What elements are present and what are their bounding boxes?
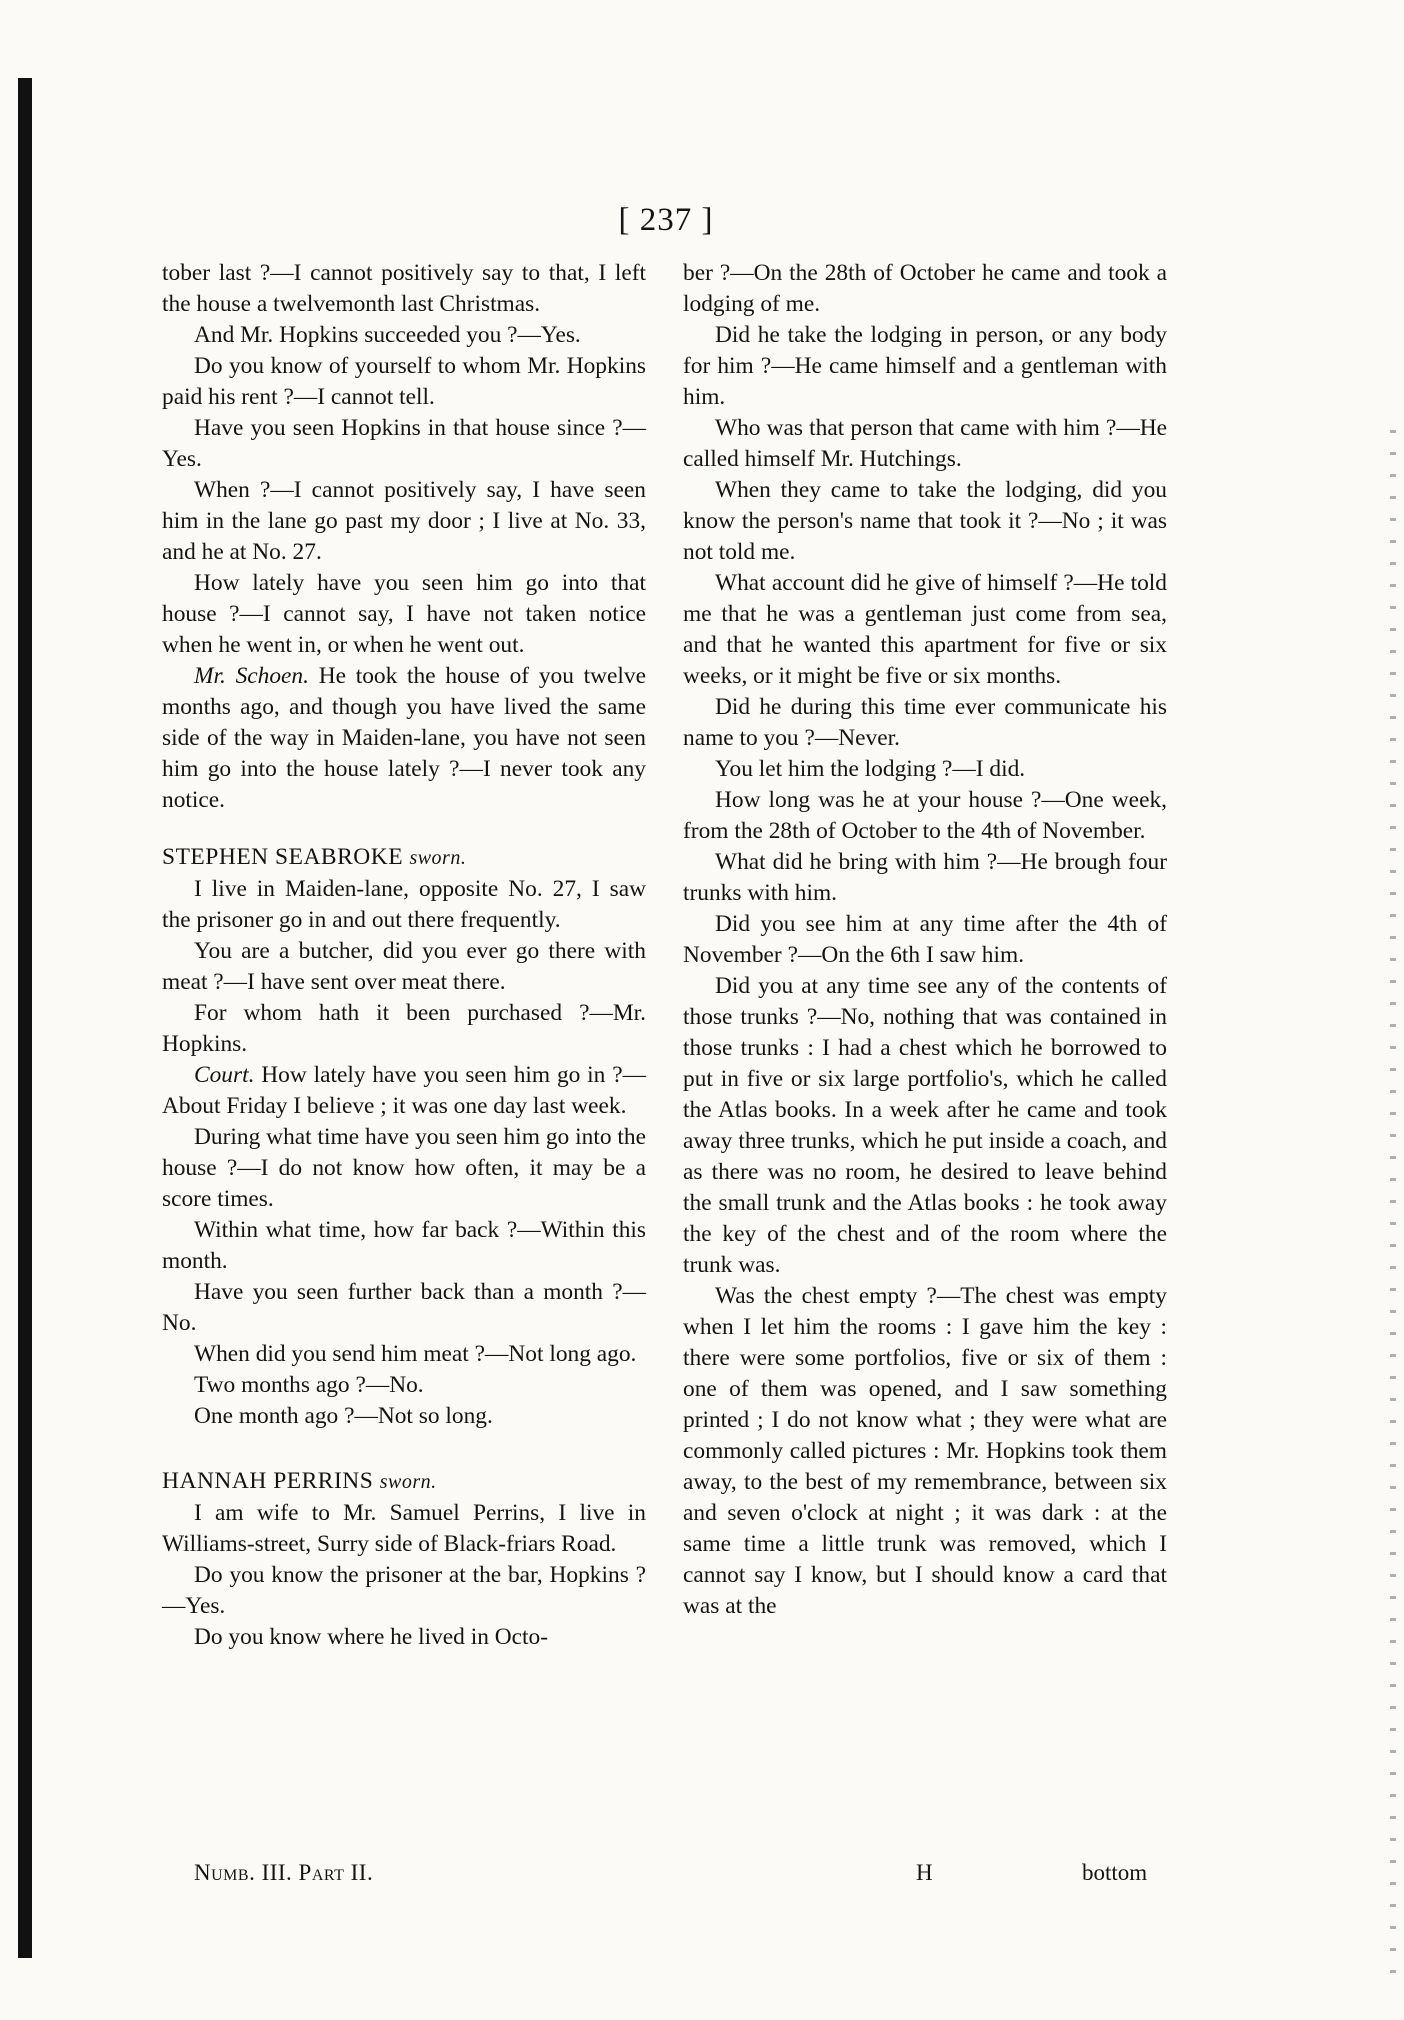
testimony-paragraph: [683, 785, 1167, 847]
testimony-paragraph: [162, 1277, 646, 1339]
paragraph-text: I live in Maiden-lane, opposite No. 27, I saw the prisoner go in and out there frequently.: [162, 876, 646, 933]
testimony-paragraph: [683, 847, 1167, 909]
paragraph-text: tober last ?—I cannot positively say to that, I left the house a twelvemonth last Christmas.: [162, 260, 646, 317]
paragraph-text: You let him the lodging ?—I did.: [715, 756, 1026, 782]
paragraph-text: When ?—I cannot positively say, I have seen him in the lane go past my door ; I live at No. 33, and he at No. 27.: [162, 477, 646, 565]
testimony-paragraph: [683, 971, 1167, 1281]
testimony-paragraph: [162, 351, 646, 413]
paragraph-text: How lately have you seen him go in ?—About Friday I believe ; it was one day last week.: [162, 1062, 646, 1119]
paragraph-text: Did you at any time see any of the contents of those trunks ?—No, nothing that was contained in those trunks : I had a chest which he borrowed to put in five or six large portfolio's, which he called the Atlas books. In a week after he came and took away three trunks, which he put inside a coach, and as there was no room, he desired to leave behind the small trunk and the Atlas books : he took away the key of the chest and of the room where the trunk was.: [683, 973, 1167, 1278]
testimony-paragraph: [683, 754, 1167, 785]
testimony-paragraph: [683, 909, 1167, 971]
paragraph-text: For whom hath it been purchased ?—Mr. Hopkins.: [162, 1000, 646, 1057]
speaker-label: Court.: [194, 1062, 255, 1088]
testimony-paragraph: [683, 1281, 1167, 1622]
paragraph-text: When did you send him meat ?—Not long ago.: [194, 1341, 637, 1367]
paragraph-text: And Mr. Hopkins succeeded you ?—Yes.: [194, 322, 581, 348]
testimony-paragraph: [162, 1622, 646, 1653]
testimony-paragraph: [162, 475, 646, 568]
paragraph-text: Within what time, how far back ?—Within this month.: [162, 1217, 646, 1274]
paragraph-text: Have you seen Hopkins in that house since ?—Yes.: [162, 415, 646, 472]
footer-catchword: bottom: [1082, 1860, 1148, 1885]
testimony-paragraph: [162, 1060, 646, 1122]
testimony-paragraph: [683, 568, 1167, 692]
paragraph-text: How lately have you seen him go into that house ?—I cannot say, I have not taken notice when he went in, or when he went out.: [162, 570, 646, 658]
testimony-paragraph: [162, 874, 646, 936]
paragraph-text: ber ?—On the 28th of October he came and took a lodging of me.: [683, 260, 1167, 317]
witness-heading: [162, 842, 646, 874]
testimony-paragraph: [162, 936, 646, 998]
witness-name: STEPHEN SEABROKE: [162, 844, 404, 870]
paragraph-text: You are a butcher, did you ever go there with meat ?—I have sent over meat there.: [162, 938, 646, 995]
paragraph-text: Who was that person that came with him ?—He called himself Mr. Hutchings.: [683, 415, 1167, 472]
paragraph-text: How long was he at your house ?—One week, from the 28th of October to the 4th of November.: [683, 787, 1167, 844]
witness-name: HANNAH PERRINS: [162, 1468, 374, 1494]
testimony-paragraph: [162, 320, 646, 351]
page-edge-marks: [1390, 430, 1396, 1990]
testimony-paragraph: [162, 1560, 646, 1622]
paragraph-text: What did he bring with him ?—He brough four trunks with him.: [683, 849, 1167, 906]
testimony-paragraph: [162, 1401, 646, 1432]
testimony-paragraph: [162, 413, 646, 475]
paragraph-text: During what time have you seen him go into the house ?—I do not know how often, it may be a score times.: [162, 1124, 646, 1212]
sworn-label: sworn.: [409, 847, 467, 869]
testimony-paragraph: [162, 568, 646, 661]
paragraph-text: Did you see him at any time after the 4th of November ?—On the 6th I saw him.: [683, 911, 1167, 968]
testimony-paragraph: [162, 1122, 646, 1215]
witness-heading: [162, 1466, 646, 1498]
paragraph-text: Do you know the prisoner at the bar, Hopkins ?—Yes.: [162, 1562, 646, 1619]
paragraph-text: When they came to take the lodging, did you know the person's name that took it ?—No ; it was not told me.: [683, 477, 1167, 565]
testimony-paragraph: [162, 1215, 646, 1277]
testimony-paragraph: [162, 998, 646, 1060]
paragraph-text: Two months ago ?—No.: [194, 1372, 424, 1398]
testimony-paragraph: [683, 413, 1167, 475]
left-column: [162, 258, 646, 1653]
sworn-label: sworn.: [379, 1471, 437, 1493]
speaker-label: Mr. Schoen.: [194, 663, 309, 689]
paragraph-text: He took the house of you twelve months ago, and though you have lived the same side of the way in Maiden-lane, you have not seen him go into the house lately ?—I never took any notice.: [162, 663, 646, 813]
right-column: [683, 258, 1167, 1622]
paragraph-text: Was the chest empty ?—The chest was empty when I let him the rooms : I gave him the key : there were some portfolios, five or six of them : one of them was opened, and I saw something printed ; I do not know what ; they were what are commonly called pictures : Mr. Hopkins took them away, to the best of my remembrance, between six and seven o'clock at night ; it was dark : at the same time a little trunk was removed, which I cannot say I know, but I should know a card that was at the: [683, 1283, 1167, 1619]
paragraph-text: Do you know of yourself to whom Mr. Hopkins paid his rent ?—I cannot tell.: [162, 353, 646, 410]
paragraph-text: Did he during this time ever communicate his name to you ?—Never.: [683, 694, 1167, 751]
testimony-paragraph: [162, 1498, 646, 1560]
paragraph-text: One month ago ?—Not so long.: [194, 1403, 493, 1429]
paragraph-text: Have you seen further back than a month ?—No.: [162, 1279, 646, 1336]
testimony-paragraph: [683, 475, 1167, 568]
testimony-paragraph: [683, 258, 1167, 320]
footer-volume-mark: Numb. III. Part II.: [194, 1860, 374, 1885]
testimony-paragraph: [162, 1339, 646, 1370]
testimony-paragraph: [683, 692, 1167, 754]
footer-signature-mark: H: [916, 1860, 933, 1885]
testimony-paragraph: [683, 320, 1167, 413]
paragraph-text: I am wife to Mr. Samuel Perrins, I live in Williams-street, Surry side of Black-friars Road.: [162, 1500, 646, 1557]
testimony-paragraph: [162, 1370, 646, 1401]
paragraph-text: Do you know where he lived in Octo-: [194, 1624, 549, 1650]
page-number: [ 237 ]: [618, 202, 714, 238]
paragraph-text: What account did he give of himself ?—He told me that he was a gentleman just come from sea, and that he wanted this apartment for five or six weeks, or it might be five or six months.: [683, 570, 1167, 689]
book-spine-shadow: [18, 78, 32, 1958]
paragraph-text: Did he take the lodging in person, or any body for him ?—He came himself and a gentleman with him.: [683, 322, 1167, 410]
testimony-paragraph: [162, 661, 646, 816]
testimony-paragraph: [162, 258, 646, 320]
